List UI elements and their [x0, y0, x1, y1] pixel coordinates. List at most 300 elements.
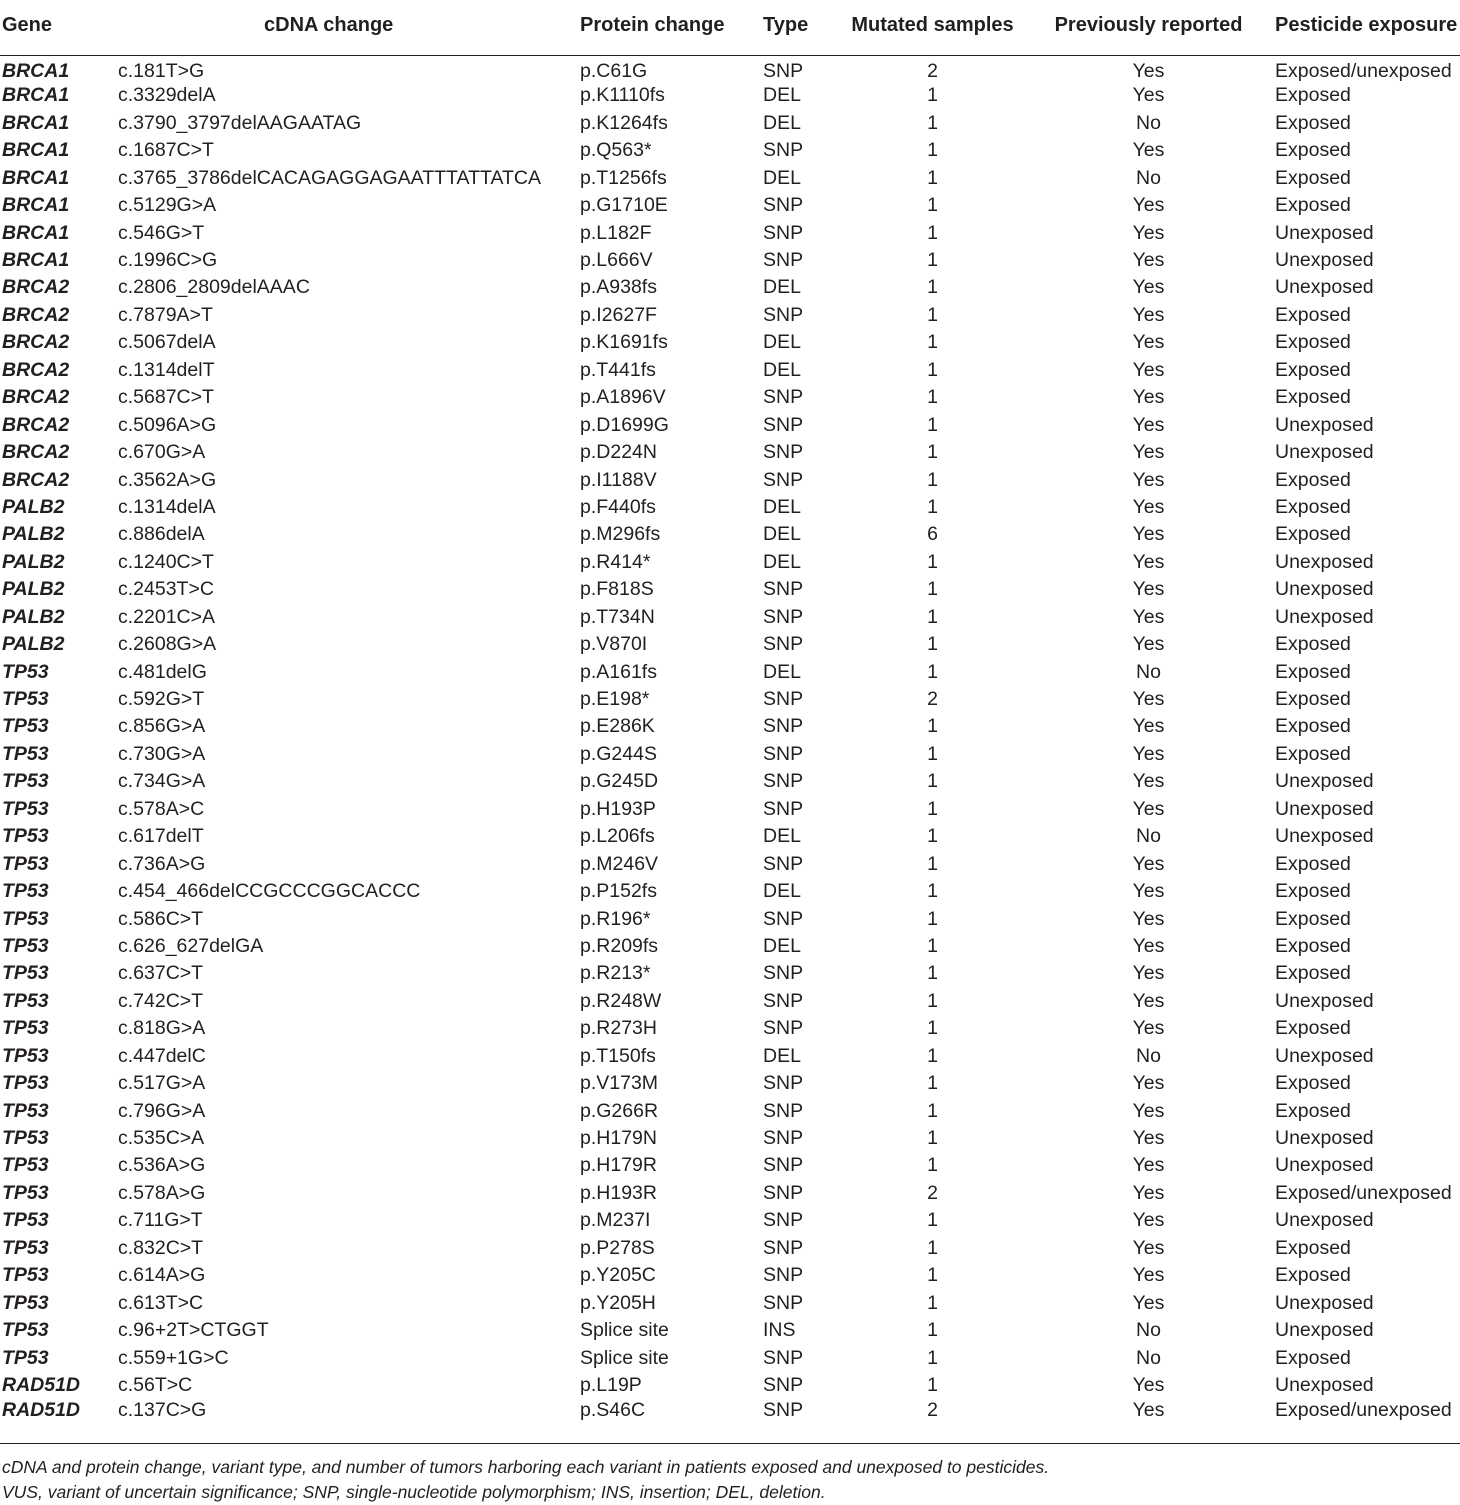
cell-previously-reported: Yes	[1132, 1236, 1165, 1259]
cell-pesticide-exposure: Exposed	[1275, 1099, 1351, 1122]
table-row	[0, 1372, 1460, 1399]
table-row	[0, 576, 1460, 603]
cell-pesticide-exposure: Exposed/unexposed	[1275, 60, 1452, 83]
header-type: Type	[763, 0, 843, 55]
footnote-abbreviations: VUS, variant of uncertain significance; SNP, single-nucleotide polymorphism; INS, insertion; DEL, deletion.	[2, 1482, 826, 1502]
cell-type: SNP	[763, 441, 804, 464]
table-row	[0, 439, 1460, 466]
table-row	[0, 329, 1460, 356]
cell-pesticide-exposure: Exposed	[1275, 111, 1351, 134]
cell-protein-change: p.K1691fs	[580, 331, 668, 354]
cell-mutated-samples: 1	[927, 1346, 938, 1369]
table-row	[0, 1098, 1460, 1125]
cell-mutated-samples: 1	[927, 1127, 938, 1150]
cell-pesticide-exposure: Exposed	[1275, 715, 1351, 738]
cell-mutated-samples: 1	[927, 303, 938, 326]
cell-pesticide-exposure: Exposed	[1275, 633, 1351, 656]
cell-mutated-samples: 1	[927, 962, 938, 985]
table-row	[0, 741, 1460, 768]
cell-protein-change: p.P152fs	[580, 880, 657, 903]
cell-protein-change: p.T441fs	[580, 358, 656, 381]
cell-type: SNP	[763, 688, 804, 711]
cell-cdna-change: c.181T>G	[118, 60, 205, 83]
table-row	[0, 384, 1460, 411]
cell-previously-reported: Yes	[1132, 1181, 1165, 1204]
cell-mutated-samples: 1	[927, 715, 938, 738]
cell-protein-change: p.K1264fs	[580, 111, 668, 134]
cell-previously-reported: Yes	[1132, 1209, 1165, 1232]
cell-gene: BRCA1	[2, 166, 70, 189]
cell-cdna-change: c.736A>G	[118, 852, 206, 875]
table-row	[0, 988, 1460, 1015]
table-row	[0, 933, 1460, 960]
cell-type: SNP	[763, 605, 804, 628]
cell-type: DEL	[763, 550, 801, 573]
cell-previously-reported: Yes	[1132, 742, 1165, 765]
cell-gene: TP53	[2, 1072, 49, 1095]
cell-mutated-samples: 1	[927, 1099, 938, 1122]
cell-type: SNP	[763, 852, 804, 875]
cell-cdna-change: c.5129G>A	[118, 194, 217, 217]
cell-type: SNP	[763, 194, 804, 217]
cell-cdna-change: c.1996C>G	[118, 249, 218, 272]
cell-protein-change: p.L182F	[580, 221, 652, 244]
header-cdna-change: cDNA change	[118, 0, 580, 55]
cell-cdna-change: c.5067delA	[118, 331, 216, 354]
cell-previously-reported: Yes	[1132, 194, 1165, 217]
cell-pesticide-exposure: Exposed/unexposed	[1275, 1181, 1452, 1204]
cell-mutated-samples: 1	[927, 660, 938, 683]
cell-mutated-samples: 1	[927, 1291, 938, 1314]
table-row	[0, 110, 1460, 137]
cell-cdna-change: c.856G>A	[118, 715, 206, 738]
cell-type: SNP	[763, 1099, 804, 1122]
cell-cdna-change: c.711G>T	[118, 1209, 203, 1232]
cell-gene: BRCA1	[2, 60, 70, 83]
cell-type: SNP	[763, 770, 804, 793]
table-row	[0, 851, 1460, 878]
cell-type: DEL	[763, 1044, 801, 1067]
cell-previously-reported: Yes	[1132, 550, 1165, 573]
cell-pesticide-exposure: Exposed	[1275, 523, 1351, 546]
table-row	[0, 165, 1460, 192]
cell-cdna-change: c.670G>A	[118, 441, 206, 464]
table-row	[0, 823, 1460, 850]
table-row	[0, 1317, 1460, 1344]
cell-cdna-change: c.734G>A	[118, 770, 206, 793]
cell-gene: RAD51D	[2, 1399, 81, 1422]
cell-type: SNP	[763, 249, 804, 272]
cell-mutated-samples: 1	[927, 907, 938, 930]
cell-protein-change: p.Q563*	[580, 139, 652, 162]
cell-mutated-samples: 1	[927, 139, 938, 162]
cell-type: DEL	[763, 495, 801, 518]
cell-protein-change: p.A938fs	[580, 276, 657, 299]
cell-gene: TP53	[2, 825, 49, 848]
cell-protein-change: p.H193P	[580, 797, 656, 820]
cell-type: DEL	[763, 825, 801, 848]
cell-mutated-samples: 1	[927, 166, 938, 189]
cell-cdna-change: c.5096A>G	[118, 413, 217, 436]
cell-protein-change: p.R209fs	[580, 934, 659, 957]
header-mutated-samples: Mutated samples	[843, 0, 1022, 55]
cell-gene: PALB2	[2, 523, 65, 546]
cell-cdna-change: c.2201C>A	[118, 605, 216, 628]
cell-previously-reported: Yes	[1132, 441, 1165, 464]
cell-mutated-samples: 1	[927, 742, 938, 765]
cell-type: SNP	[763, 1181, 804, 1204]
cell-protein-change: p.D1699G	[580, 413, 669, 436]
cell-cdna-change: c.832C>T	[118, 1236, 204, 1259]
cell-pesticide-exposure: Unexposed	[1275, 797, 1374, 820]
cell-cdna-change: c.2608G>A	[118, 633, 217, 656]
cell-protein-change: p.T734N	[580, 605, 655, 628]
cell-gene: TP53	[2, 852, 49, 875]
cell-previously-reported: Yes	[1132, 1099, 1165, 1122]
cell-cdna-change: c.2806_2809delAAAC	[118, 276, 310, 299]
cell-type: SNP	[763, 633, 804, 656]
cell-type: DEL	[763, 84, 801, 107]
cell-previously-reported: Yes	[1132, 797, 1165, 820]
cell-type: SNP	[763, 1373, 804, 1396]
cell-previously-reported: Yes	[1132, 688, 1165, 711]
cell-previously-reported: Yes	[1132, 715, 1165, 738]
cell-pesticide-exposure: Exposed	[1275, 1236, 1351, 1259]
cell-gene: TP53	[2, 1099, 49, 1122]
cell-gene: BRCA2	[2, 441, 70, 464]
cell-pesticide-exposure: Unexposed	[1275, 825, 1374, 848]
table-row	[0, 878, 1460, 905]
cell-pesticide-exposure: Exposed	[1275, 166, 1351, 189]
cell-pesticide-exposure: Unexposed	[1275, 578, 1374, 601]
cell-type: SNP	[763, 797, 804, 820]
cell-pesticide-exposure: Unexposed	[1275, 1127, 1374, 1150]
cell-protein-change: p.R196*	[580, 907, 651, 930]
header-protein-change: Protein change	[580, 0, 763, 55]
cell-cdna-change: c.578A>C	[118, 797, 205, 820]
cell-cdna-change: c.536A>G	[118, 1154, 206, 1177]
cell-gene: TP53	[2, 1319, 49, 1342]
cell-mutated-samples: 1	[927, 1154, 938, 1177]
cell-pesticide-exposure: Unexposed	[1275, 413, 1374, 436]
cell-type: SNP	[763, 1127, 804, 1150]
cell-type: SNP	[763, 1154, 804, 1177]
cell-protein-change: p.S46C	[580, 1399, 646, 1422]
cell-pesticide-exposure: Unexposed	[1275, 441, 1374, 464]
cell-type: DEL	[763, 111, 801, 134]
cell-pesticide-exposure: Unexposed	[1275, 1044, 1374, 1067]
cell-cdna-change: c.586C>T	[118, 907, 204, 930]
cell-protein-change: p.R273H	[580, 1017, 657, 1040]
cell-previously-reported: Yes	[1132, 770, 1165, 793]
cell-protein-change: p.V870I	[580, 633, 648, 656]
cell-cdna-change: c.3790_3797delAAGAATAG	[118, 111, 362, 134]
cell-mutated-samples: 1	[927, 1017, 938, 1040]
cell-mutated-samples: 1	[927, 578, 938, 601]
cell-type: SNP	[763, 715, 804, 738]
cell-gene: RAD51D	[2, 1373, 81, 1396]
cell-mutated-samples: 1	[927, 194, 938, 217]
cell-type: SNP	[763, 60, 804, 83]
cell-mutated-samples: 1	[927, 84, 938, 107]
cell-previously-reported: No	[1136, 111, 1161, 134]
cell-gene: PALB2	[2, 633, 65, 656]
cell-gene: BRCA2	[2, 468, 70, 491]
cell-protein-change: p.D224N	[580, 441, 657, 464]
cell-cdna-change: c.613T>C	[118, 1291, 204, 1314]
table-row	[0, 137, 1460, 164]
cell-protein-change: p.I1188V	[580, 468, 657, 491]
cell-previously-reported: Yes	[1132, 1373, 1165, 1396]
cell-gene: TP53	[2, 770, 49, 793]
cell-gene: TP53	[2, 660, 49, 683]
cell-pesticide-exposure: Exposed	[1275, 331, 1351, 354]
cell-gene: TP53	[2, 1346, 49, 1369]
cell-pesticide-exposure: Exposed	[1275, 660, 1351, 683]
cell-type: DEL	[763, 166, 801, 189]
cell-pesticide-exposure: Exposed	[1275, 1072, 1351, 1095]
cell-mutated-samples: 1	[927, 1044, 938, 1067]
cell-cdna-change: c.1314delA	[118, 495, 216, 518]
cell-cdna-change: c.1687C>T	[118, 139, 214, 162]
cell-gene: PALB2	[2, 605, 65, 628]
cell-type: SNP	[763, 1399, 804, 1422]
table-row	[0, 796, 1460, 823]
cell-cdna-change: c.592G>T	[118, 688, 205, 711]
cell-protein-change: p.T1256fs	[580, 166, 667, 189]
cell-type: SNP	[763, 907, 804, 930]
cell-cdna-change: c.742C>T	[118, 989, 204, 1012]
cell-gene: TP53	[2, 742, 49, 765]
cell-mutated-samples: 2	[927, 1399, 938, 1422]
table-row	[0, 1015, 1460, 1042]
cell-cdna-change: c.481delG	[118, 660, 207, 683]
table-body	[0, 55, 1460, 1427]
cell-cdna-change: c.447delC	[118, 1044, 206, 1067]
cell-previously-reported: No	[1136, 1319, 1161, 1342]
cell-protein-change: p.L19P	[580, 1373, 642, 1396]
cell-mutated-samples: 1	[927, 358, 938, 381]
cell-protein-change: p.F440fs	[580, 495, 656, 518]
cell-cdna-change: c.3765_3786delCACAGAGGAGAATTTATTATCA	[118, 166, 542, 189]
cell-type: DEL	[763, 276, 801, 299]
cell-cdna-change: c.5687C>T	[118, 386, 214, 409]
cell-protein-change: p.P278S	[580, 1236, 655, 1259]
cell-protein-change: p.G244S	[580, 742, 657, 765]
cell-mutated-samples: 1	[927, 249, 938, 272]
cell-mutated-samples: 1	[927, 1209, 938, 1232]
cell-gene: BRCA1	[2, 111, 70, 134]
table-row	[0, 494, 1460, 521]
cell-gene: TP53	[2, 934, 49, 957]
table-row	[0, 467, 1460, 494]
cell-gene: TP53	[2, 989, 49, 1012]
cell-gene: BRCA2	[2, 386, 70, 409]
cell-previously-reported: Yes	[1132, 605, 1165, 628]
cell-previously-reported: No	[1136, 1346, 1161, 1369]
cell-mutated-samples: 1	[927, 1264, 938, 1287]
cell-type: SNP	[763, 303, 804, 326]
cell-type: SNP	[763, 221, 804, 244]
cell-cdna-change: c.2453T>C	[118, 578, 214, 601]
cell-type: SNP	[763, 386, 804, 409]
cell-gene: BRCA2	[2, 413, 70, 436]
cell-previously-reported: Yes	[1132, 1127, 1165, 1150]
cell-gene: TP53	[2, 1127, 49, 1150]
cell-type: SNP	[763, 578, 804, 601]
cell-cdna-change: c.3329delA	[118, 84, 216, 107]
cell-previously-reported: Yes	[1132, 276, 1165, 299]
cell-mutated-samples: 6	[927, 523, 938, 546]
table-row	[0, 521, 1460, 548]
cell-gene: PALB2	[2, 495, 65, 518]
cell-cdna-change: c.535C>A	[118, 1127, 205, 1150]
table-row	[0, 82, 1460, 109]
table-row	[0, 631, 1460, 658]
cell-gene: TP53	[2, 1236, 49, 1259]
cell-mutated-samples: 1	[927, 413, 938, 436]
cell-previously-reported: Yes	[1132, 633, 1165, 656]
cell-pesticide-exposure: Unexposed	[1275, 221, 1374, 244]
cell-previously-reported: Yes	[1132, 1072, 1165, 1095]
header-previously-reported: Previously reported	[1022, 0, 1275, 55]
cell-mutated-samples: 1	[927, 1236, 938, 1259]
cell-pesticide-exposure: Exposed	[1275, 358, 1351, 381]
cell-previously-reported: Yes	[1132, 880, 1165, 903]
header-pesticide-exposure: Pesticide exposure	[1275, 0, 1460, 55]
cell-protein-change: p.V173M	[580, 1072, 659, 1095]
cell-protein-change: p.H193R	[580, 1181, 657, 1204]
cell-type: SNP	[763, 742, 804, 765]
cell-mutated-samples: 1	[927, 1319, 938, 1342]
cell-mutated-samples: 1	[927, 605, 938, 628]
cell-mutated-samples: 1	[927, 880, 938, 903]
cell-pesticide-exposure: Unexposed	[1275, 249, 1374, 272]
cell-previously-reported: Yes	[1132, 303, 1165, 326]
cell-mutated-samples: 1	[927, 331, 938, 354]
cell-protein-change: p.C61G	[580, 60, 648, 83]
cell-type: SNP	[763, 989, 804, 1012]
table-row	[0, 686, 1460, 713]
cell-cdna-change: c.617delT	[118, 825, 204, 848]
table-row	[0, 412, 1460, 439]
cell-type: SNP	[763, 1291, 804, 1314]
cell-mutated-samples: 1	[927, 797, 938, 820]
cell-protein-change: p.R213*	[580, 962, 651, 985]
cell-mutated-samples: 2	[927, 688, 938, 711]
table-row	[0, 220, 1460, 247]
cell-protein-change: p.Y205C	[580, 1264, 656, 1287]
cell-mutated-samples: 1	[927, 934, 938, 957]
cell-cdna-change: c.3562A>G	[118, 468, 217, 491]
cell-pesticide-exposure: Unexposed	[1275, 1319, 1374, 1342]
cell-cdna-change: c.546G>T	[118, 221, 205, 244]
cell-pesticide-exposure: Unexposed	[1275, 770, 1374, 793]
cell-protein-change: p.A161fs	[580, 660, 657, 683]
table-row	[0, 275, 1460, 302]
cell-cdna-change: c.1314delT	[118, 358, 215, 381]
cell-type: SNP	[763, 468, 804, 491]
cell-cdna-change: c.796G>A	[118, 1099, 206, 1122]
cell-cdna-change: c.96+2T>CTGGT	[118, 1319, 269, 1342]
cell-mutated-samples: 1	[927, 221, 938, 244]
cell-previously-reported: Yes	[1132, 331, 1165, 354]
cell-gene: TP53	[2, 1291, 49, 1314]
cell-gene: TP53	[2, 1044, 49, 1067]
cell-gene: BRCA1	[2, 139, 70, 162]
table-row	[0, 192, 1460, 219]
cell-previously-reported: No	[1136, 1044, 1161, 1067]
cell-type: SNP	[763, 139, 804, 162]
cell-type: SNP	[763, 1236, 804, 1259]
cell-previously-reported: Yes	[1132, 221, 1165, 244]
cell-type: DEL	[763, 880, 801, 903]
cell-type: SNP	[763, 1264, 804, 1287]
table-row	[0, 247, 1460, 274]
cell-cdna-change: c.614A>G	[118, 1264, 206, 1287]
cell-cdna-change: c.1240C>T	[118, 550, 214, 573]
cell-type: INS	[763, 1319, 796, 1342]
cell-gene: TP53	[2, 797, 49, 820]
cell-pesticide-exposure: Unexposed	[1275, 605, 1374, 628]
cell-previously-reported: Yes	[1132, 1264, 1165, 1287]
cell-protein-change: p.R414*	[580, 550, 651, 573]
table-row	[0, 1262, 1460, 1289]
cell-previously-reported: No	[1136, 166, 1161, 189]
cell-protein-change: p.H179N	[580, 1127, 657, 1150]
cell-protein-change: p.I2627F	[580, 303, 657, 326]
cell-pesticide-exposure: Unexposed	[1275, 1291, 1374, 1314]
cell-gene: TP53	[2, 688, 49, 711]
table-row	[0, 357, 1460, 384]
cell-pesticide-exposure: Exposed	[1275, 852, 1351, 875]
cell-gene: PALB2	[2, 550, 65, 573]
cell-previously-reported: Yes	[1132, 962, 1165, 985]
cell-type: SNP	[763, 413, 804, 436]
cell-previously-reported: Yes	[1132, 139, 1165, 162]
cell-cdna-change: c.517G>A	[118, 1072, 206, 1095]
cell-gene: TP53	[2, 1264, 49, 1287]
table-row	[0, 1290, 1460, 1317]
cell-type: SNP	[763, 962, 804, 985]
cell-protein-change: p.G266R	[580, 1099, 659, 1122]
cell-protein-change: p.F818S	[580, 578, 654, 601]
cell-type: DEL	[763, 934, 801, 957]
table-row	[0, 960, 1460, 987]
cell-protein-change: p.G245D	[580, 770, 659, 793]
cell-mutated-samples: 1	[927, 495, 938, 518]
table-row	[0, 1345, 1460, 1372]
cell-mutated-samples: 1	[927, 770, 938, 793]
cell-previously-reported: Yes	[1132, 468, 1165, 491]
cell-protein-change: p.K1110fs	[580, 84, 665, 107]
cell-pesticide-exposure: Exposed	[1275, 934, 1351, 957]
cell-type: SNP	[763, 1346, 804, 1369]
cell-cdna-change: c.7879A>T	[118, 303, 213, 326]
cell-cdna-change: c.626_627delGA	[118, 934, 264, 957]
cell-gene: BRCA1	[2, 249, 70, 272]
cell-mutated-samples: 1	[927, 1072, 938, 1095]
cell-pesticide-exposure: Exposed	[1275, 742, 1351, 765]
cell-previously-reported: Yes	[1132, 386, 1165, 409]
cell-pesticide-exposure: Unexposed	[1275, 1154, 1374, 1177]
cell-protein-change: p.M237I	[580, 1209, 651, 1232]
cell-pesticide-exposure: Exposed	[1275, 139, 1351, 162]
table-row	[0, 55, 1460, 82]
cell-pesticide-exposure: Exposed	[1275, 1346, 1351, 1369]
cell-type: DEL	[763, 523, 801, 546]
cell-gene: TP53	[2, 1154, 49, 1177]
